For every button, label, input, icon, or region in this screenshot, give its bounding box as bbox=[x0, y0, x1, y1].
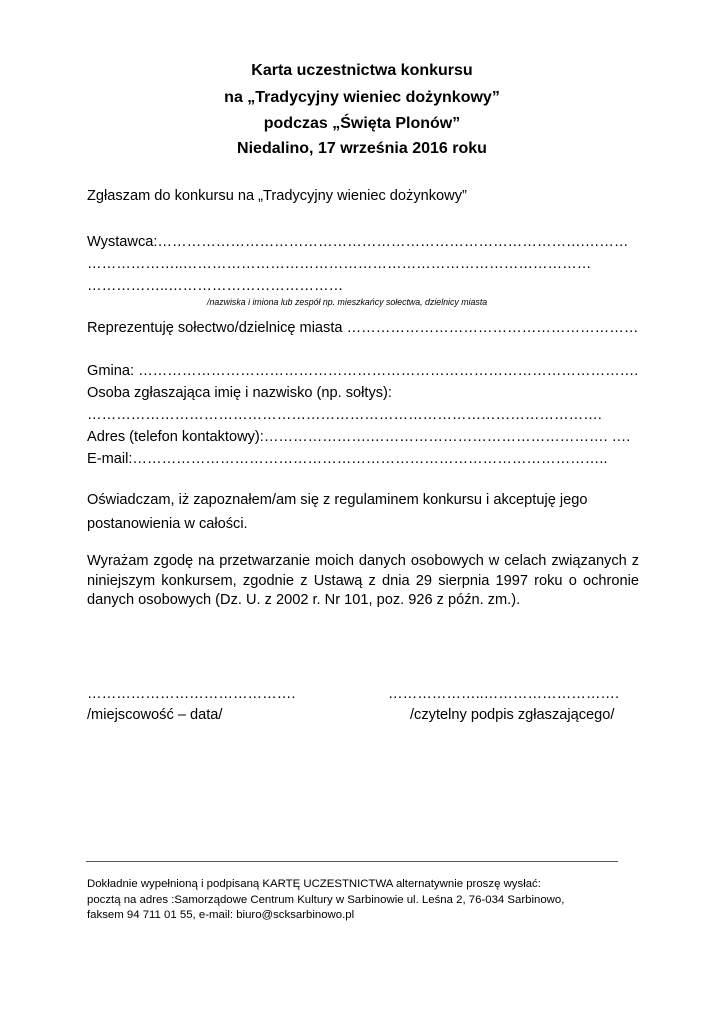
contest-name: na „Tradycyjny wieniec dożynkowy” bbox=[224, 89, 500, 106]
form-title: Karta uczestnictwa konkursu bbox=[251, 62, 473, 79]
exhibitor-field[interactable]: Wystawca:…………………………………………………………………………….……… bbox=[87, 234, 629, 250]
exhibitor-field-line-3[interactable]: ……………..……………………………… bbox=[87, 278, 344, 294]
exhibitor-field-line-2[interactable]: ………………..………………………………………………………………………… bbox=[87, 256, 592, 272]
exhibitor-field-hint: /nazwiska i imiona lub zespół np. mieszkańcy sołectwa, dzielnicy miasta bbox=[207, 297, 488, 307]
footer-instructions: Dokładnie wypełnioną i podpisaną KARTĘ UCZESTNICTWA alternatywnie proszę wysłać: bbox=[87, 878, 541, 890]
signature-label: /czytelny podpis zgłaszającego/ bbox=[410, 707, 615, 723]
rules-declaration-line-2: postanowienia w całości. bbox=[87, 516, 248, 532]
event-name: podczas „Święta Plonów” bbox=[263, 115, 461, 132]
entry-intro: Zgłaszam do konkursu na „Tradycyjny wieniec dożynkowy” bbox=[87, 188, 467, 204]
footer-fax-email: faksem 94 711 01 55, e-mail: biuro@scksarbinowo.pl bbox=[87, 909, 355, 921]
commune-field[interactable]: Gmina: …………………………………………………………………………………………. bbox=[87, 363, 639, 379]
place-date-label: /miejscowość – data/ bbox=[87, 707, 223, 723]
data-processing-consent: Wyrażam zgodę na przetwarzanie moich danych osobowych w celach związanych z niniejszym konkursem, zgodnie z Ustawą z dnia 29 sierpnia 1997 roku o ochronie danych osobowych (Dz. U. z 2002 r. Nr 101, poz. 926 z późn. zm.). bbox=[87, 553, 639, 608]
address-phone-field[interactable]: Adres (telefon kontaktowy):………………….…………………………………………. …. bbox=[87, 429, 631, 445]
signature-field[interactable]: ………………..………………………. bbox=[388, 686, 620, 702]
event-place-date: Niedalino, 17 września 2016 roku bbox=[237, 140, 487, 157]
email-field[interactable]: E-mail:…………………………………………………………………………………….. bbox=[87, 451, 608, 467]
submitter-name-label: Osoba zgłaszająca imię i nazwisko (np. sołtys): bbox=[87, 385, 392, 401]
represented-village-field[interactable]: Reprezentuję sołectwo/dzielnicę miasta …………………………………………………… bbox=[87, 320, 639, 336]
rules-declaration-line-1: Oświadczam, iż zapoznałem/am się z regulaminem konkursu i akceptuję jego bbox=[87, 492, 588, 508]
submitter-name-field[interactable]: ……………………………………………………………………………………………. bbox=[87, 407, 602, 423]
footer-divider bbox=[86, 861, 618, 862]
place-date-signature-field[interactable]: ……………………………………. bbox=[87, 686, 296, 702]
footer-postal-address: pocztą na adres :Samorządowe Centrum Kultury w Sarbinowie ul. Leśna 2, 76-034 Sarbinowo, bbox=[87, 894, 565, 906]
